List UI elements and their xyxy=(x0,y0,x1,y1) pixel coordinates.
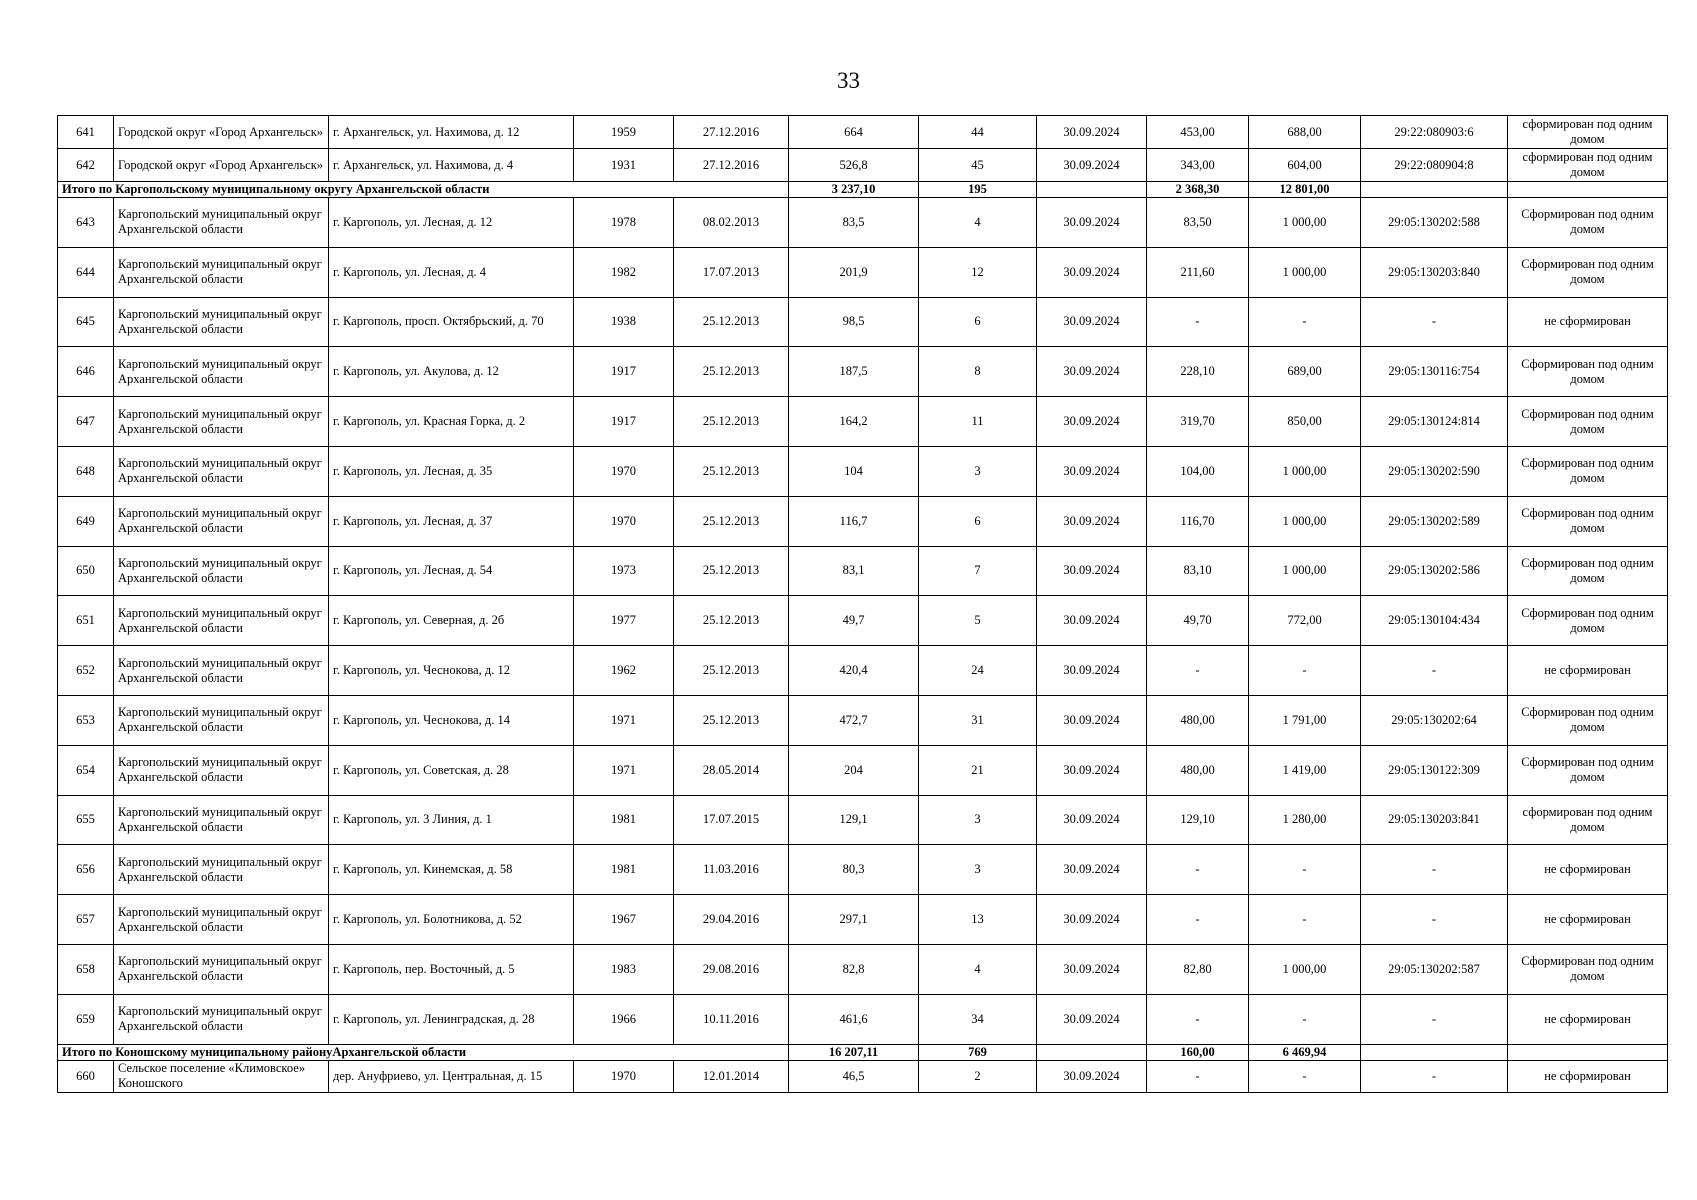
build-year-cell: 1977 xyxy=(574,596,674,646)
recognition-date-cell: 25.12.2013 xyxy=(674,347,789,397)
residents-count-cell: 4 xyxy=(919,198,1037,248)
residents-count-cell: 5 xyxy=(919,596,1037,646)
land-area-cell: 480,00 xyxy=(1147,745,1249,795)
planned-date-cell: 30.09.2024 xyxy=(1037,745,1147,795)
land-status-cell: Сформирован под одним домом xyxy=(1508,198,1668,248)
build-year-cell: 1973 xyxy=(574,546,674,596)
planned-date-cell: 30.09.2024 xyxy=(1037,546,1147,596)
table-row xyxy=(58,446,1668,496)
land-status-cell: Сформирован под одним домом xyxy=(1508,247,1668,297)
address-cell: г. Каргополь, ул. Лесная, д. 4 xyxy=(329,247,574,297)
address-cell: г. Каргополь, просп. Октябрьский, д. 70 xyxy=(329,297,574,347)
land-plot-area-cell: 1 280,00 xyxy=(1249,795,1361,845)
table-row xyxy=(58,198,1668,248)
address-cell: г. Каргополь, ул. Красная Горка, д. 2 xyxy=(329,397,574,447)
cadastral-number-cell: 29:05:130202:586 xyxy=(1361,546,1508,596)
cadastral-number-cell: 29:05:130202:64 xyxy=(1361,695,1508,745)
row-number-cell: 643 xyxy=(58,198,114,248)
planned-date-cell: 30.09.2024 xyxy=(1037,994,1147,1044)
residents-count-cell: 21 xyxy=(919,745,1037,795)
cadastral-number-cell: 29:05:130202:589 xyxy=(1361,496,1508,546)
cadastral-number-cell: 29:05:130202:588 xyxy=(1361,198,1508,248)
planned-date-cell: 30.09.2024 xyxy=(1037,596,1147,646)
land-plot-area-cell: - xyxy=(1249,297,1361,347)
land-plot-area-cell: - xyxy=(1249,845,1361,895)
municipality-cell: Каргопольский муниципальный округ Архангельской области xyxy=(114,297,329,347)
land-area-cell: - xyxy=(1147,646,1249,696)
land-status-cell: Сформирован под одним домом xyxy=(1508,496,1668,546)
cadastral-number-cell: 29:05:130203:840 xyxy=(1361,247,1508,297)
planned-date-cell: 30.09.2024 xyxy=(1037,446,1147,496)
cadastral-number-cell: 29:05:130122:309 xyxy=(1361,745,1508,795)
address-cell: г. Каргополь, ул. Лесная, д. 37 xyxy=(329,496,574,546)
area-cell: 664 xyxy=(789,116,919,149)
address-cell: г. Каргополь, ул. Ленинградская, д. 28 xyxy=(329,994,574,1044)
address-cell: г. Архангельск, ул. Нахимова, д. 12 xyxy=(329,116,574,149)
empty-cell xyxy=(1508,1044,1668,1060)
recognition-date-cell: 12.01.2014 xyxy=(674,1060,789,1092)
row-number-cell: 650 xyxy=(58,546,114,596)
cadastral-number-cell: - xyxy=(1361,895,1508,945)
area-cell: 420,4 xyxy=(789,646,919,696)
municipality-cell: Каргопольский муниципальный округ Архангельской области xyxy=(114,546,329,596)
empty-cell xyxy=(1037,182,1147,198)
land-area-cell: 49,70 xyxy=(1147,596,1249,646)
planned-date-cell: 30.09.2024 xyxy=(1037,247,1147,297)
area-cell: 98,5 xyxy=(789,297,919,347)
table-row xyxy=(58,149,1668,182)
build-year-cell: 1959 xyxy=(574,116,674,149)
cadastral-number-cell: 29:05:130124:814 xyxy=(1361,397,1508,447)
residents-count-cell: 6 xyxy=(919,496,1037,546)
residents-count-cell: 11 xyxy=(919,397,1037,447)
build-year-cell: 1917 xyxy=(574,397,674,447)
municipality-cell: Каргопольский муниципальный округ Архангельской области xyxy=(114,496,329,546)
build-year-cell: 1966 xyxy=(574,994,674,1044)
land-status-cell: Сформирован под одним домом xyxy=(1508,745,1668,795)
land-status-cell: Сформирован под одним домом xyxy=(1508,944,1668,994)
land-status-cell: не сформирован xyxy=(1508,297,1668,347)
land-plot-area-cell: 1 419,00 xyxy=(1249,745,1361,795)
planned-date-cell: 30.09.2024 xyxy=(1037,198,1147,248)
area-cell: 204 xyxy=(789,745,919,795)
build-year-cell: 1971 xyxy=(574,695,674,745)
row-number-cell: 648 xyxy=(58,446,114,496)
land-area-cell: 83,50 xyxy=(1147,198,1249,248)
area-cell: 201,9 xyxy=(789,247,919,297)
build-year-cell: 1983 xyxy=(574,944,674,994)
row-number-cell: 644 xyxy=(58,247,114,297)
residents-count-cell: 34 xyxy=(919,994,1037,1044)
area-cell: 472,7 xyxy=(789,695,919,745)
cadastral-number-cell: - xyxy=(1361,845,1508,895)
address-cell: г. Каргополь, ул. Лесная, д. 12 xyxy=(329,198,574,248)
subtotal-area-cell: 3 237,10 xyxy=(789,182,919,198)
recognition-date-cell: 08.02.2013 xyxy=(674,198,789,248)
table-row xyxy=(58,1060,1668,1092)
table-row xyxy=(58,895,1668,945)
land-status-cell: Сформирован под одним домом xyxy=(1508,546,1668,596)
address-cell: г. Каргополь, ул. Лесная, д. 35 xyxy=(329,446,574,496)
planned-date-cell: 30.09.2024 xyxy=(1037,347,1147,397)
planned-date-cell: 30.09.2024 xyxy=(1037,116,1147,149)
residents-count-cell: 8 xyxy=(919,347,1037,397)
land-area-cell: - xyxy=(1147,297,1249,347)
recognition-date-cell: 29.04.2016 xyxy=(674,895,789,945)
row-number-cell: 655 xyxy=(58,795,114,845)
land-area-cell: - xyxy=(1147,845,1249,895)
recognition-date-cell: 17.07.2013 xyxy=(674,247,789,297)
build-year-cell: 1971 xyxy=(574,745,674,795)
planned-date-cell: 30.09.2024 xyxy=(1037,1060,1147,1092)
area-cell: 83,5 xyxy=(789,198,919,248)
cadastral-number-cell: 29:05:130116:754 xyxy=(1361,347,1508,397)
area-cell: 104 xyxy=(789,446,919,496)
planned-date-cell: 30.09.2024 xyxy=(1037,397,1147,447)
land-area-cell: 480,00 xyxy=(1147,695,1249,745)
recognition-date-cell: 17.07.2015 xyxy=(674,795,789,845)
municipality-cell: Каргопольский муниципальный округ Архангельской области xyxy=(114,895,329,945)
address-cell: г. Каргополь, ул. Чеснокова, д. 12 xyxy=(329,646,574,696)
table-row xyxy=(58,116,1668,149)
area-cell: 526,8 xyxy=(789,149,919,182)
municipality-cell: Каргопольский муниципальный округ Архангельской области xyxy=(114,446,329,496)
land-status-cell: сформирован под одним домом xyxy=(1508,149,1668,182)
area-cell: 187,5 xyxy=(789,347,919,397)
land-status-cell: не сформирован xyxy=(1508,845,1668,895)
land-plot-area-cell: 1 000,00 xyxy=(1249,247,1361,297)
land-area-cell: - xyxy=(1147,895,1249,945)
recognition-date-cell: 27.12.2016 xyxy=(674,116,789,149)
row-number-cell: 651 xyxy=(58,596,114,646)
residents-count-cell: 44 xyxy=(919,116,1037,149)
residents-count-cell: 3 xyxy=(919,795,1037,845)
land-status-cell: Сформирован под одним домом xyxy=(1508,397,1668,447)
land-area-cell: 453,00 xyxy=(1147,116,1249,149)
recognition-date-cell: 28.05.2014 xyxy=(674,745,789,795)
area-cell: 80,3 xyxy=(789,845,919,895)
address-cell: г. Каргополь, ул. Советская, д. 28 xyxy=(329,745,574,795)
residents-count-cell: 13 xyxy=(919,895,1037,945)
recognition-date-cell: 25.12.2013 xyxy=(674,646,789,696)
land-plot-area-cell: 1 000,00 xyxy=(1249,944,1361,994)
cadastral-number-cell: 29:05:130104:434 xyxy=(1361,596,1508,646)
municipality-cell: Каргопольский муниципальный округ Архангельской области xyxy=(114,944,329,994)
land-status-cell: не сформирован xyxy=(1508,994,1668,1044)
municipality-cell: Каргопольский муниципальный округ Архангельской области xyxy=(114,994,329,1044)
municipality-cell: Каргопольский муниципальный округ Архангельской области xyxy=(114,198,329,248)
cadastral-number-cell: - xyxy=(1361,646,1508,696)
land-plot-area-cell: 1 000,00 xyxy=(1249,496,1361,546)
area-cell: 83,1 xyxy=(789,546,919,596)
cadastral-number-cell: 29:05:130202:590 xyxy=(1361,446,1508,496)
row-number-cell: 654 xyxy=(58,745,114,795)
recognition-date-cell: 25.12.2013 xyxy=(674,695,789,745)
cadastral-number-cell: 29:05:130203:841 xyxy=(1361,795,1508,845)
land-area-cell: 228,10 xyxy=(1147,347,1249,397)
residents-count-cell: 4 xyxy=(919,944,1037,994)
page-number: 33 xyxy=(837,68,860,93)
recognition-date-cell: 25.12.2013 xyxy=(674,446,789,496)
land-area-cell: 104,00 xyxy=(1147,446,1249,496)
table-row xyxy=(58,994,1668,1044)
table-row xyxy=(58,596,1668,646)
build-year-cell: 1970 xyxy=(574,1060,674,1092)
subtotal-land-plot-cell: 6 469,94 xyxy=(1249,1044,1361,1060)
build-year-cell: 1981 xyxy=(574,795,674,845)
empty-cell xyxy=(1037,1044,1147,1060)
municipality-cell: Каргопольский муниципальный округ Архангельской области xyxy=(114,347,329,397)
municipality-cell: Каргопольский муниципальный округ Архангельской области xyxy=(114,596,329,646)
recognition-date-cell: 25.12.2013 xyxy=(674,297,789,347)
area-cell: 461,6 xyxy=(789,994,919,1044)
build-year-cell: 1970 xyxy=(574,496,674,546)
table-row xyxy=(58,397,1668,447)
land-status-cell: Сформирован под одним домом xyxy=(1508,695,1668,745)
land-area-cell: - xyxy=(1147,1060,1249,1092)
address-cell: дер. Ануфриево, ул. Центральная, д. 15 xyxy=(329,1060,574,1092)
row-number-cell: 659 xyxy=(58,994,114,1044)
land-area-cell: 83,10 xyxy=(1147,546,1249,596)
recognition-date-cell: 27.12.2016 xyxy=(674,149,789,182)
land-plot-area-cell: 604,00 xyxy=(1249,149,1361,182)
residents-count-cell: 2 xyxy=(919,1060,1037,1092)
municipality-cell: Каргопольский муниципальный округ Архангельской области xyxy=(114,845,329,895)
planned-date-cell: 30.09.2024 xyxy=(1037,646,1147,696)
area-cell: 164,2 xyxy=(789,397,919,447)
subtotal-residents-cell: 769 xyxy=(919,1044,1037,1060)
planned-date-cell: 30.09.2024 xyxy=(1037,695,1147,745)
subtotal-label-cell: Итого по Каргопольскому муниципальному округу Архангельской области xyxy=(58,182,789,198)
recognition-date-cell: 25.12.2013 xyxy=(674,546,789,596)
table-body xyxy=(58,116,1668,1093)
cadastral-number-cell: 29:22:080903:6 xyxy=(1361,116,1508,149)
table-row xyxy=(58,297,1668,347)
planned-date-cell: 30.09.2024 xyxy=(1037,895,1147,945)
land-plot-area-cell: 1 000,00 xyxy=(1249,446,1361,496)
row-number-cell: 652 xyxy=(58,646,114,696)
cadastral-number-cell: 29:22:080904:8 xyxy=(1361,149,1508,182)
municipality-cell: Городской округ «Город Архангельск» xyxy=(114,116,329,149)
recognition-date-cell: 25.12.2013 xyxy=(674,596,789,646)
land-status-cell: Сформирован под одним домом xyxy=(1508,596,1668,646)
area-cell: 116,7 xyxy=(789,496,919,546)
subtotal-label-cell: Итого по Коношскому муниципальному районуАрхангельской области xyxy=(58,1044,789,1060)
table-row xyxy=(58,795,1668,845)
land-area-cell: 319,70 xyxy=(1147,397,1249,447)
land-plot-area-cell: 772,00 xyxy=(1249,596,1361,646)
subtotal-row xyxy=(58,1044,1668,1060)
municipality-cell: Каргопольский муниципальный округ Архангельской области xyxy=(114,646,329,696)
subtotal-land-area-cell: 2 368,30 xyxy=(1147,182,1249,198)
land-plot-area-cell: 689,00 xyxy=(1249,347,1361,397)
land-plot-area-cell: 1 000,00 xyxy=(1249,198,1361,248)
empty-cell xyxy=(1508,182,1668,198)
housing-registry-table xyxy=(57,115,1668,1093)
municipality-cell: Сельское поселение «Климовское» Коношского xyxy=(114,1060,329,1092)
table-row xyxy=(58,745,1668,795)
address-cell: г. Каргополь, ул. Болотникова, д. 52 xyxy=(329,895,574,945)
build-year-cell: 1917 xyxy=(574,347,674,397)
municipality-cell: Каргопольский муниципальный округ Архангельской области xyxy=(114,695,329,745)
residents-count-cell: 31 xyxy=(919,695,1037,745)
land-status-cell: сформирован под одним домом xyxy=(1508,795,1668,845)
build-year-cell: 1970 xyxy=(574,446,674,496)
address-cell: г. Каргополь, пер. Восточный, д. 5 xyxy=(329,944,574,994)
land-status-cell: Сформирован под одним домом xyxy=(1508,347,1668,397)
subtotal-row xyxy=(58,182,1668,198)
table-row xyxy=(58,247,1668,297)
land-status-cell: сформирован под одним домом xyxy=(1508,116,1668,149)
row-number-cell: 642 xyxy=(58,149,114,182)
recognition-date-cell: 29.08.2016 xyxy=(674,944,789,994)
planned-date-cell: 30.09.2024 xyxy=(1037,297,1147,347)
land-status-cell: не сформирован xyxy=(1508,1060,1668,1092)
municipality-cell: Каргопольский муниципальный округ Архангельской области xyxy=(114,795,329,845)
area-cell: 129,1 xyxy=(789,795,919,845)
land-area-cell: 343,00 xyxy=(1147,149,1249,182)
recognition-date-cell: 25.12.2013 xyxy=(674,496,789,546)
table-row xyxy=(58,496,1668,546)
land-plot-area-cell: 688,00 xyxy=(1249,116,1361,149)
residents-count-cell: 12 xyxy=(919,247,1037,297)
recognition-date-cell: 11.03.2016 xyxy=(674,845,789,895)
table-row xyxy=(58,347,1668,397)
row-number-cell: 646 xyxy=(58,347,114,397)
address-cell: г. Каргополь, ул. Кинемская, д. 58 xyxy=(329,845,574,895)
land-plot-area-cell: 1 000,00 xyxy=(1249,546,1361,596)
land-plot-area-cell: 1 791,00 xyxy=(1249,695,1361,745)
subtotal-area-cell: 16 207,11 xyxy=(789,1044,919,1060)
cadastral-number-cell: - xyxy=(1361,994,1508,1044)
table-row xyxy=(58,695,1668,745)
land-plot-area-cell: - xyxy=(1249,895,1361,945)
residents-count-cell: 7 xyxy=(919,546,1037,596)
address-cell: г. Каргополь, ул. 3 Линия, д. 1 xyxy=(329,795,574,845)
build-year-cell: 1931 xyxy=(574,149,674,182)
recognition-date-cell: 25.12.2013 xyxy=(674,397,789,447)
row-number-cell: 649 xyxy=(58,496,114,546)
land-status-cell: не сформирован xyxy=(1508,646,1668,696)
recognition-date-cell: 10.11.2016 xyxy=(674,994,789,1044)
area-cell: 46,5 xyxy=(789,1060,919,1092)
row-number-cell: 657 xyxy=(58,895,114,945)
residents-count-cell: 6 xyxy=(919,297,1037,347)
land-status-cell: Сформирован под одним домом xyxy=(1508,446,1668,496)
address-cell: г. Архангельск, ул. Нахимова, д. 4 xyxy=(329,149,574,182)
row-number-cell: 660 xyxy=(58,1060,114,1092)
municipality-cell: Каргопольский муниципальный округ Архангельской области xyxy=(114,397,329,447)
row-number-cell: 656 xyxy=(58,845,114,895)
table-row xyxy=(58,944,1668,994)
build-year-cell: 1978 xyxy=(574,198,674,248)
land-plot-area-cell: - xyxy=(1249,1060,1361,1092)
address-cell: г. Каргополь, ул. Акулова, д. 12 xyxy=(329,347,574,397)
table-row xyxy=(58,646,1668,696)
build-year-cell: 1938 xyxy=(574,297,674,347)
cadastral-number-cell: - xyxy=(1361,297,1508,347)
area-cell: 297,1 xyxy=(789,895,919,945)
subtotal-land-area-cell: 160,00 xyxy=(1147,1044,1249,1060)
address-cell: г. Каргополь, ул. Лесная, д. 54 xyxy=(329,546,574,596)
empty-cell xyxy=(1361,182,1508,198)
land-area-cell: - xyxy=(1147,994,1249,1044)
planned-date-cell: 30.09.2024 xyxy=(1037,795,1147,845)
build-year-cell: 1981 xyxy=(574,845,674,895)
planned-date-cell: 30.09.2024 xyxy=(1037,149,1147,182)
cadastral-number-cell: - xyxy=(1361,1060,1508,1092)
row-number-cell: 653 xyxy=(58,695,114,745)
residents-count-cell: 24 xyxy=(919,646,1037,696)
land-area-cell: 129,10 xyxy=(1147,795,1249,845)
residents-count-cell: 3 xyxy=(919,845,1037,895)
land-area-cell: 116,70 xyxy=(1147,496,1249,546)
row-number-cell: 645 xyxy=(58,297,114,347)
planned-date-cell: 30.09.2024 xyxy=(1037,496,1147,546)
table-row xyxy=(58,845,1668,895)
land-area-cell: 82,80 xyxy=(1147,944,1249,994)
empty-cell xyxy=(1361,1044,1508,1060)
table-row xyxy=(58,546,1668,596)
address-cell: г. Каргополь, ул. Северная, д. 2б xyxy=(329,596,574,646)
planned-date-cell: 30.09.2024 xyxy=(1037,944,1147,994)
address-cell: г. Каргополь, ул. Чеснокова, д. 14 xyxy=(329,695,574,745)
subtotal-land-plot-cell: 12 801,00 xyxy=(1249,182,1361,198)
cadastral-number-cell: 29:05:130202:587 xyxy=(1361,944,1508,994)
area-cell: 49,7 xyxy=(789,596,919,646)
build-year-cell: 1982 xyxy=(574,247,674,297)
row-number-cell: 641 xyxy=(58,116,114,149)
row-number-cell: 647 xyxy=(58,397,114,447)
build-year-cell: 1967 xyxy=(574,895,674,945)
municipality-cell: Каргопольский муниципальный округ Архангельской области xyxy=(114,745,329,795)
area-cell: 82,8 xyxy=(789,944,919,994)
land-area-cell: 211,60 xyxy=(1147,247,1249,297)
residents-count-cell: 45 xyxy=(919,149,1037,182)
land-status-cell: не сформирован xyxy=(1508,895,1668,945)
land-plot-area-cell: - xyxy=(1249,994,1361,1044)
municipality-cell: Городской округ «Город Архангельск» xyxy=(114,149,329,182)
planned-date-cell: 30.09.2024 xyxy=(1037,845,1147,895)
row-number-cell: 658 xyxy=(58,944,114,994)
build-year-cell: 1962 xyxy=(574,646,674,696)
land-plot-area-cell: - xyxy=(1249,646,1361,696)
residents-count-cell: 3 xyxy=(919,446,1037,496)
subtotal-residents-cell: 195 xyxy=(919,182,1037,198)
land-plot-area-cell: 850,00 xyxy=(1249,397,1361,447)
municipality-cell: Каргопольский муниципальный округ Архангельской области xyxy=(114,247,329,297)
